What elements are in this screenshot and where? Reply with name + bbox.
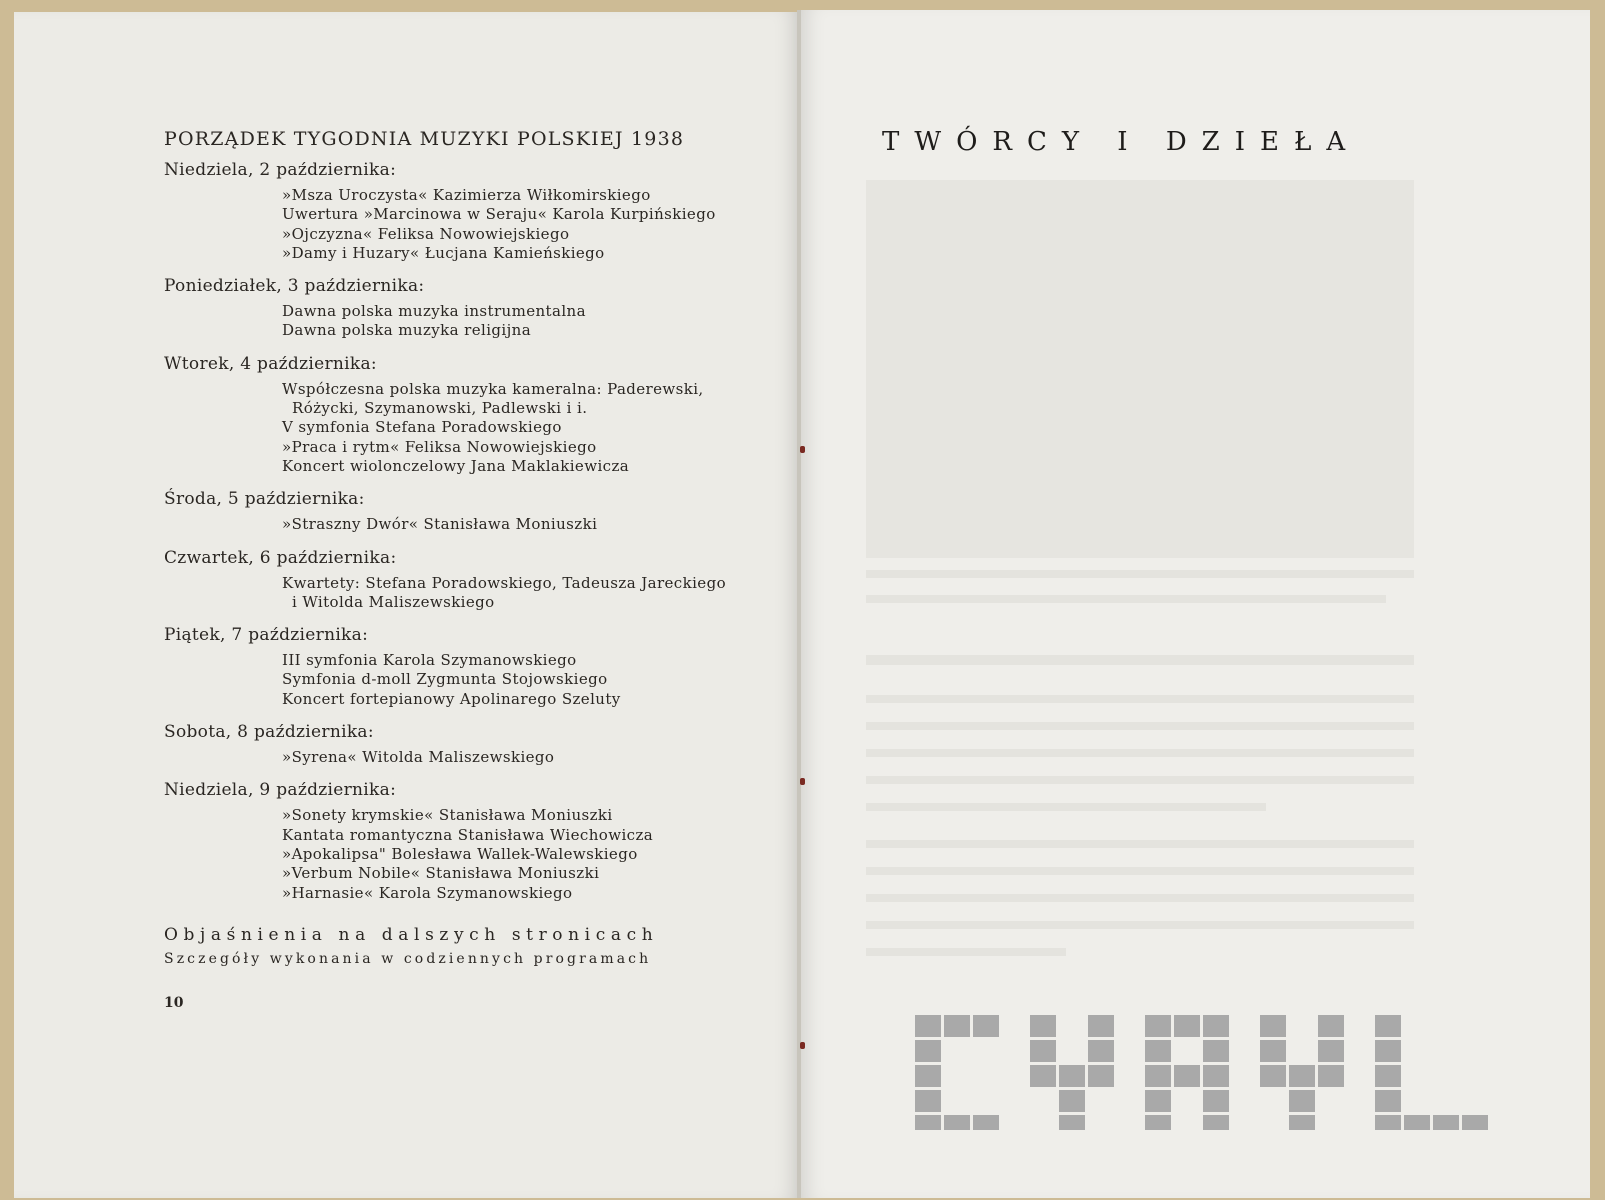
day-block <box>164 722 726 767</box>
day-block <box>164 354 726 476</box>
footer-subnote: Szczegóły wykonania w codziennych programach <box>164 950 652 967</box>
day-block <box>164 625 726 709</box>
program-item: »Verbum Nobile« Stanisława Moniuszki <box>282 864 600 883</box>
program-list <box>282 515 726 534</box>
program-item: III symfonia Karola Szymanowskiego <box>282 651 577 670</box>
program-item: »Sonety krymskie« Stanisława Moniuszki <box>282 806 613 825</box>
staple-hole <box>800 446 805 453</box>
program-item: V symfonia Stefana Poradowskiego <box>282 418 562 437</box>
program-item: Dawna polska muzyka instrumentalna <box>282 302 586 321</box>
program-list <box>282 302 726 341</box>
show-through-photo <box>866 180 1414 558</box>
show-through-line <box>866 595 1386 603</box>
program-list <box>282 651 726 709</box>
day-block <box>164 780 726 902</box>
show-through-line <box>866 722 1414 730</box>
show-through-line <box>866 803 1266 811</box>
day-block <box>164 548 726 613</box>
program-item: Koncert fortepianowy Apolinarego Szeluty <box>282 689 621 708</box>
book-gutter <box>797 10 801 1198</box>
program-item: »Apokalipsa" Bolesława Wallek-Walewskiego <box>282 844 638 863</box>
program-list <box>282 186 726 263</box>
program-item: i Witolda Maliszewskiego <box>292 592 495 611</box>
staple-hole <box>800 1042 805 1049</box>
program-item: Kantata romantyczna Stanisława Wiechowicza <box>282 825 654 844</box>
program-item: Koncert wiolonczelowy Jana Maklakiewicza <box>282 456 630 475</box>
day-heading: Wtorek, 4 października: <box>164 353 377 374</box>
day-block <box>164 160 726 263</box>
show-through-line <box>866 840 1414 848</box>
program-item: »Praca i rytm« Feliksa Nowowiejskiego <box>282 437 597 456</box>
show-through-line <box>866 655 1414 665</box>
program-list <box>282 380 726 476</box>
staple-hole <box>800 778 805 785</box>
program-item: »Straszny Dwór« Stanisława Moniuszki <box>282 515 598 534</box>
show-through-line <box>866 867 1414 875</box>
show-through-line <box>866 921 1414 929</box>
show-through-line <box>866 749 1414 757</box>
program-item: »Harnasie« Karola Szymanowskiego <box>282 883 573 902</box>
footer-note: Objaśnienia na dalszych stronicach <box>164 924 659 945</box>
cyryl-watermark-logo <box>915 1015 1535 1130</box>
show-through-line <box>866 695 1414 703</box>
show-through-line <box>866 570 1414 578</box>
day-heading: Sobota, 8 października: <box>164 722 374 743</box>
program-item: Uwertura »Marcinowa w Seraju« Karola Kurpińskiego <box>282 205 716 224</box>
schedule <box>164 128 726 967</box>
program-item: Różycki, Szymanowski, Padlewski i i. <box>292 399 588 418</box>
day-block <box>164 276 726 341</box>
program-item: »Ojczyzna« Feliksa Nowowiejskiego <box>282 224 570 243</box>
program-item: Symfonia d-moll Zygmunta Stojowskiego <box>282 670 608 689</box>
schedule-title: PORZĄDEK TYGODNIA MUZYKI POLSKIEJ 1938 <box>164 128 685 150</box>
program-list <box>282 574 726 613</box>
page-number: 10 <box>164 995 184 1011</box>
program-list <box>282 806 726 902</box>
day-heading: Niedziela, 9 października: <box>164 780 397 801</box>
program-item: »Damy i Huzary« Łucjana Kamieńskiego <box>282 243 605 262</box>
day-heading: Piątek, 7 października: <box>164 625 369 646</box>
show-through-line <box>866 894 1414 902</box>
day-heading: Niedziela, 2 października: <box>164 160 397 180</box>
show-through-line <box>866 776 1414 784</box>
program-item: »Syrena« Witolda Maliszewskiego <box>282 748 555 767</box>
section-title: TWÓRCY I DZIEŁA <box>882 127 1361 157</box>
day-heading: Poniedziałek, 3 października: <box>164 276 425 297</box>
program-item: »Msza Uroczysta« Kazimierza Wiłkomirskiego <box>282 186 651 204</box>
program-item: Współczesna polska muzyka kameralna: Paderewski, <box>282 379 704 398</box>
program-item: Dawna polska muzyka religijna <box>282 321 532 340</box>
day-block <box>164 489 726 534</box>
show-through-line <box>866 948 1066 956</box>
day-heading: Czwartek, 6 października: <box>164 547 397 568</box>
day-heading: Środa, 5 października: <box>164 489 365 510</box>
program-item: Kwartety: Stefana Poradowskiego, Tadeusza Jareckiego <box>282 573 727 592</box>
program-list <box>282 748 726 767</box>
